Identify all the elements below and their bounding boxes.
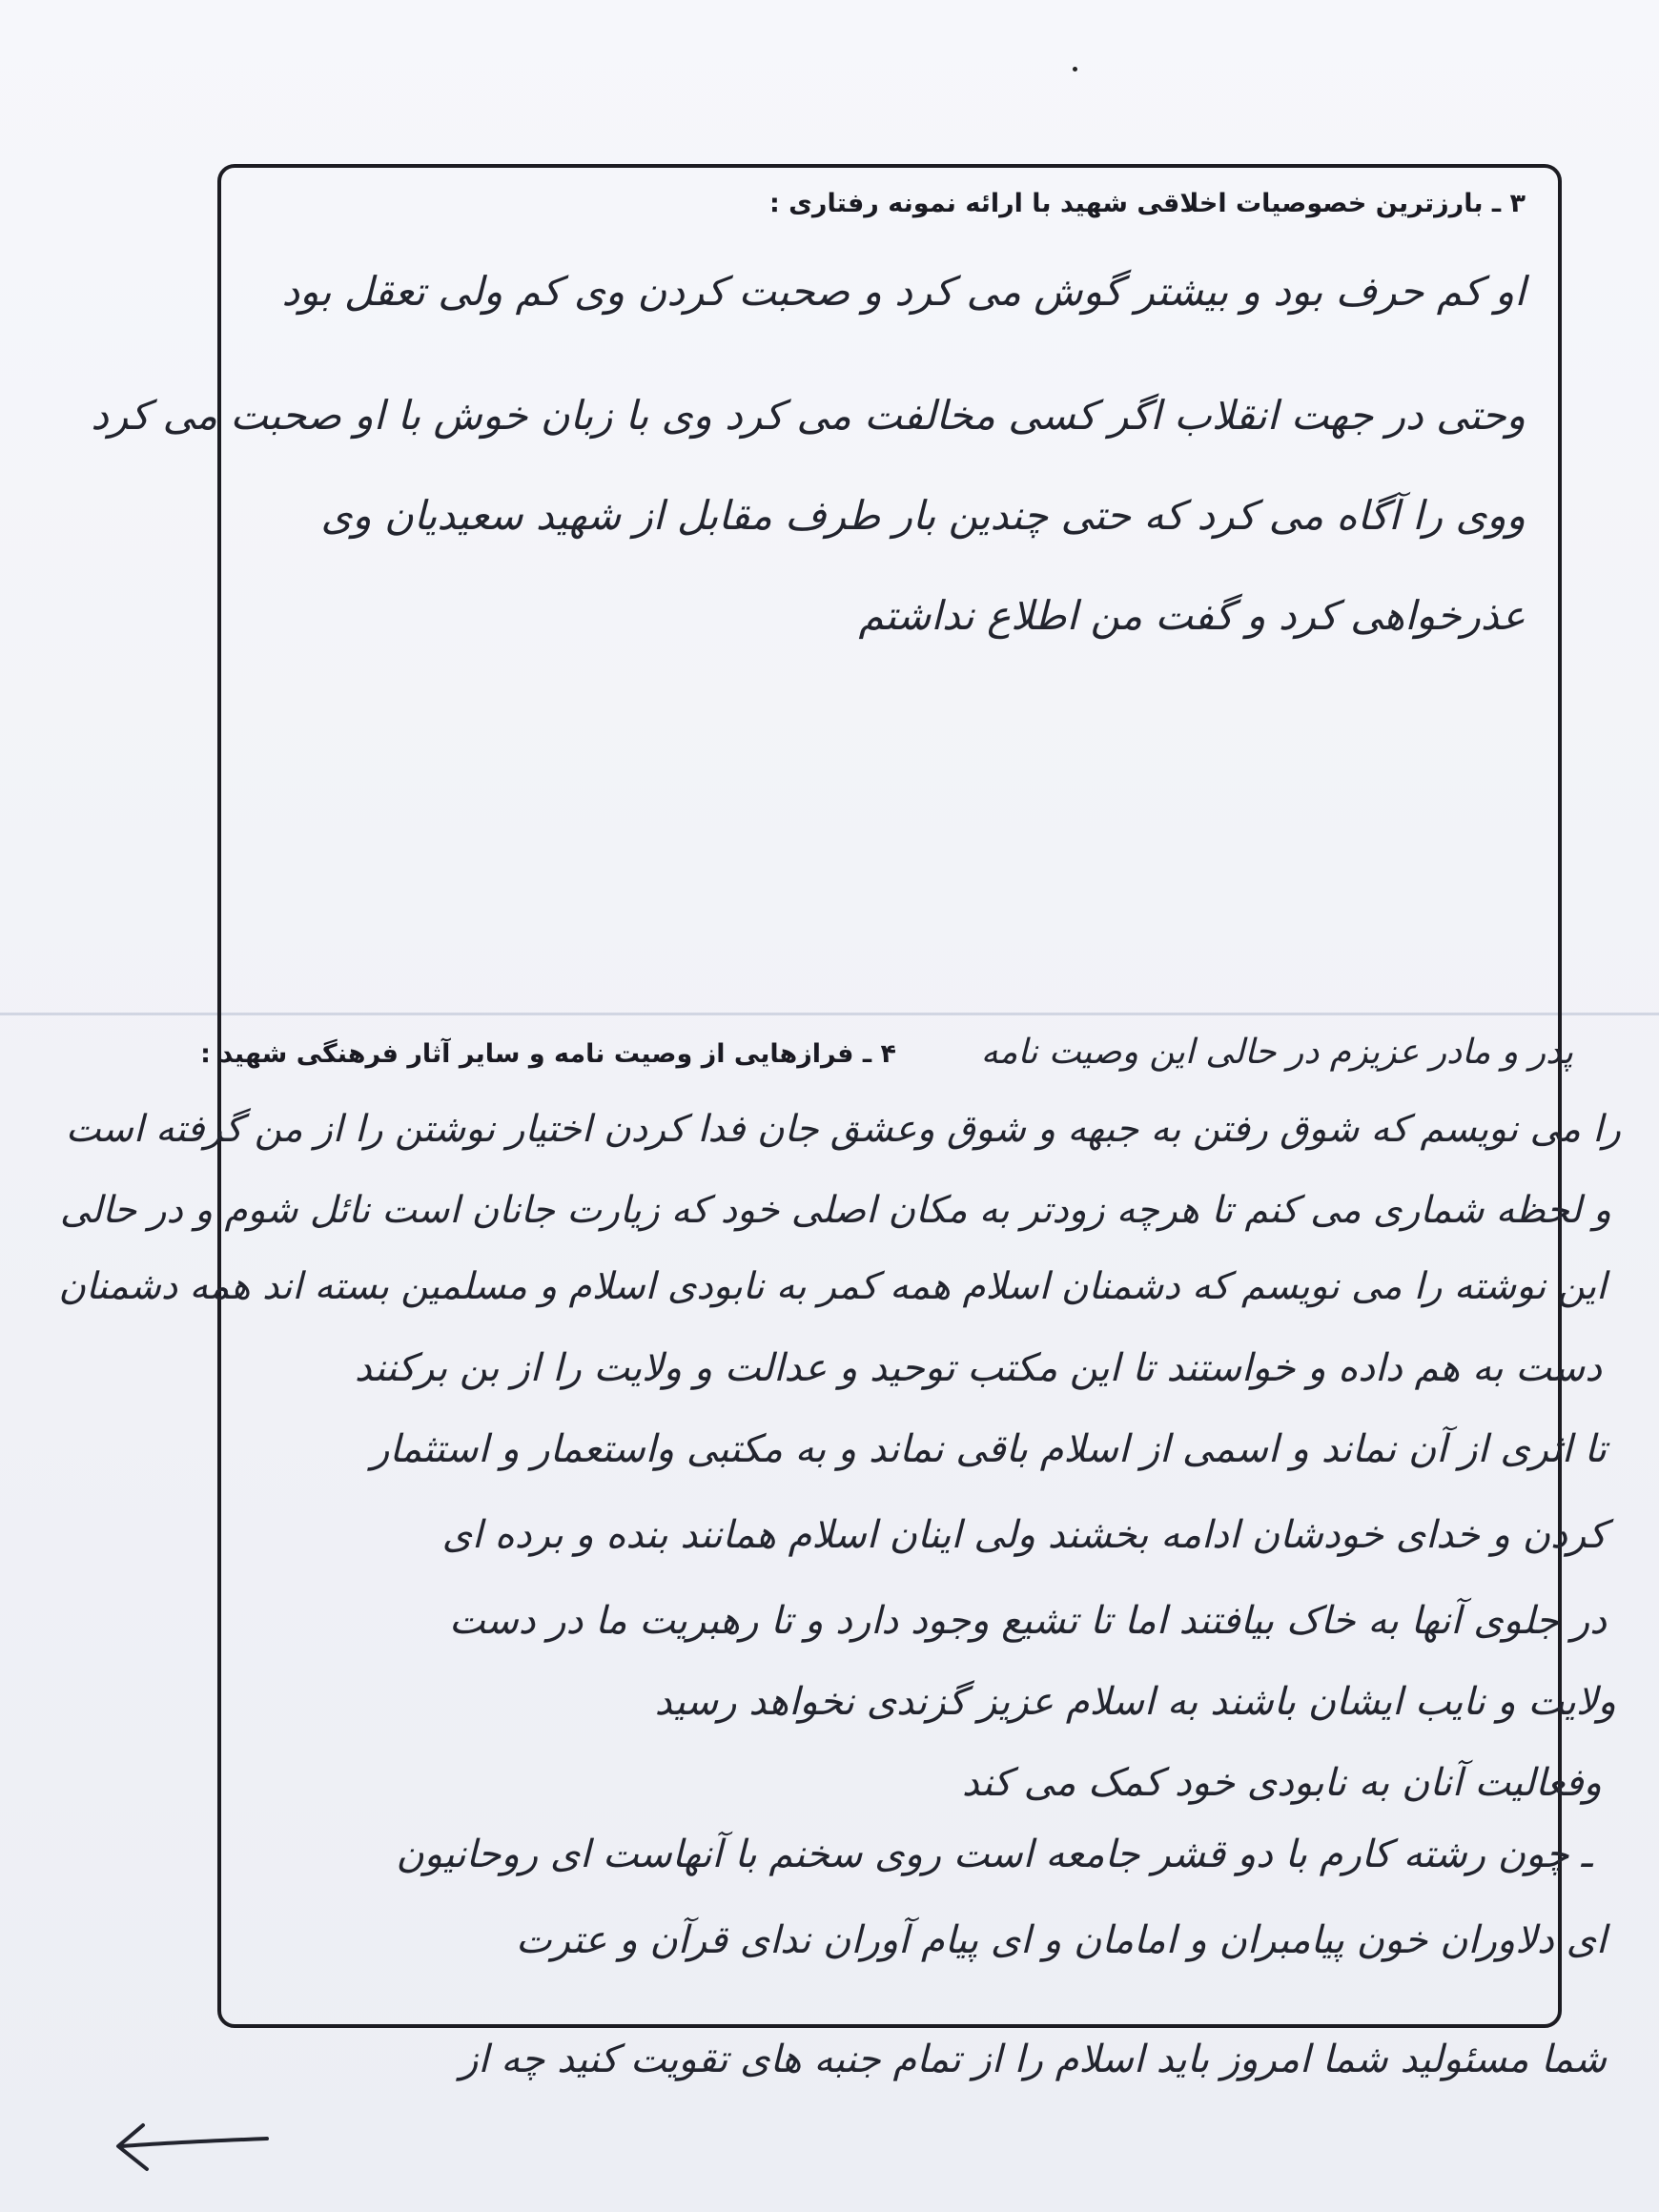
will-line: شما مسئولید شما امروز باید اسلام را از تمام جنبه های تقویت کنید چه از (460, 2038, 1607, 2081)
will-line: را می نویسم که شوق رفتن به جبهه و شوق وعشق جان فدا کردن اختیار نوشتن را از من گرفته است (65, 1108, 1621, 1151)
will-line: کردن و خدای خودشان ادامه بخشند ولی اینان اسلام همانند بنده و برده ای (441, 1513, 1607, 1557)
will-line: ای دلاوران خون پیامبران و امامان و ای پیام آوران ندای قرآن و عترت (515, 1918, 1607, 1962)
will-line: و لحظه شماری می کنم تا هرچه زودتر به مکان اصلی خود که زیارت جانان است نائل شوم و در حالی (59, 1189, 1611, 1232)
section4-heading-continuation: پدر و مادر عزیزم در حالی این وصیت نامه (980, 1033, 1573, 1072)
will-line: ـ چون رشته کارم با دو قشر جامعه است روی سخنم با آنهاست ای روحانیون (396, 1833, 1592, 1876)
ink-dot (1073, 67, 1077, 72)
section3-line: عذرخواهی کرد و گفت من اطلاع نداشتم (858, 592, 1526, 639)
content-frame (217, 164, 1562, 2028)
will-line: وفعالیت آنان به نابودی خود کمک می کند (961, 1761, 1602, 1805)
will-line: تا اثری از آن نماند و اسمی از اسلام باقی نماند و به مکتبی واستعمار و استثمار (371, 1427, 1607, 1471)
will-line: ولایت و نایب ایشان باشند به اسلام عزیز گزندی نخواهد رسید (654, 1680, 1616, 1724)
section4-heading: ۴ ـ فرازهایی از وصیت نامه و سایر آثار فرهنگی شهید : (200, 1039, 896, 1069)
will-line: دست به هم داده و خواستند تا این مکتب توحید و عدالت و ولایت را از بن برکنند (354, 1346, 1602, 1390)
section3-line: ووی را آگاه می کرد که حتی چندین بار طرف مقابل از شهید سعیدیان وی (320, 492, 1526, 539)
section3-line: او کم حرف بود و بیشتر گوش می کرد و صحبت کردن وی کم ولی تعقل بود (281, 268, 1526, 315)
will-line: این نوشته را می نویسم که دشمنان اسلام همه کمر به نابودی اسلام و مسلمین بسته اند همه دشمنان (58, 1265, 1607, 1308)
will-line: در جلوی آنها به خاک بیافتند اما تا تشیع وجود دارد و تا رهبریت ما در دست (448, 1599, 1607, 1643)
left-arrow-icon (105, 2112, 276, 2188)
section3-heading: ۳ ـ بارزترین خصوصیات اخلاقی شهید با ارائه نمونه رفتاری : (768, 189, 1526, 218)
section3-line: وحتی در جهت انقلاب اگر کسی مخالفت می کرد وی با زبان خوش با او صحبت می کرد (91, 392, 1526, 439)
